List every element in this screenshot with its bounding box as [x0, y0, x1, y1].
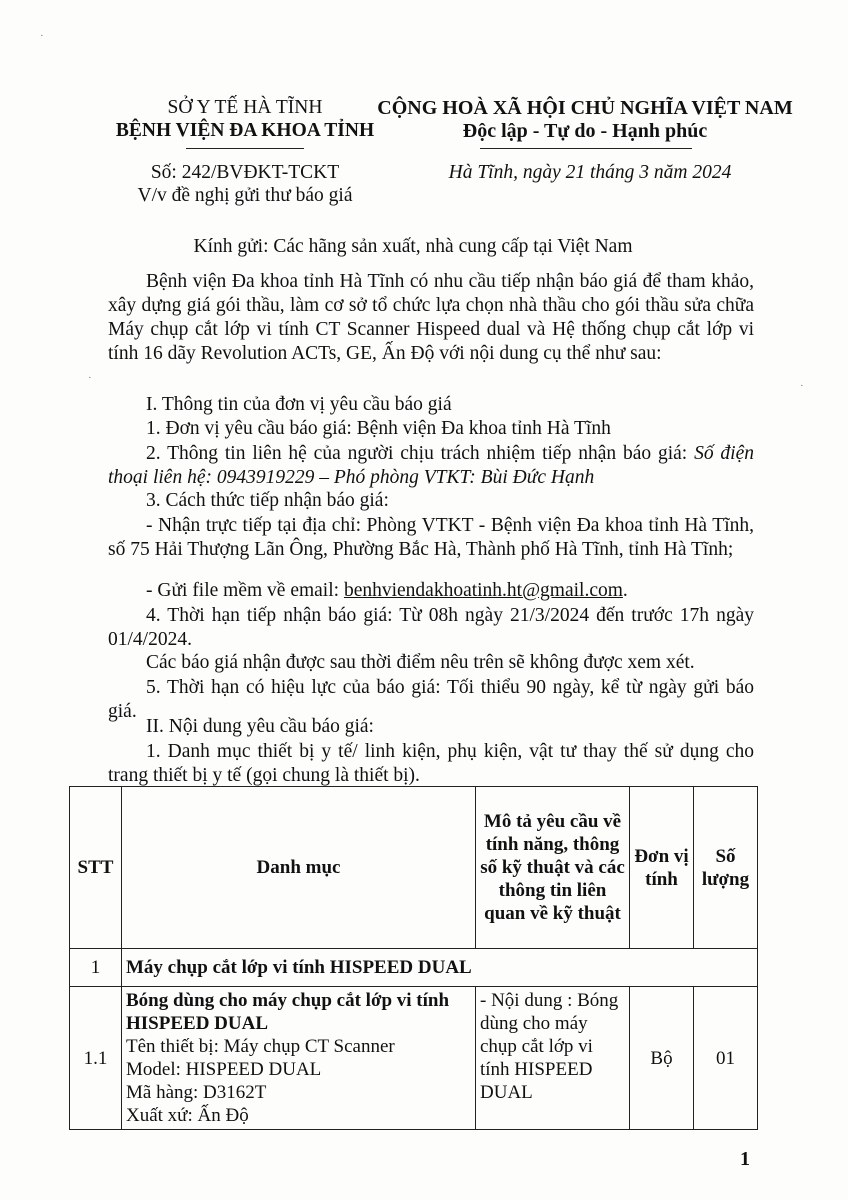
- section-1-item-3b: [146, 580, 628, 602]
- row-quantity: 01: [694, 987, 758, 1130]
- row-item-origin: Xuất xứ: Ấn Độ: [126, 1105, 249, 1126]
- place-date: Hà Tĩnh, ngày 21 tháng 3 năm 2024: [448, 162, 732, 183]
- item-2-label: 2. Thông tin liên hệ của người chịu trách nhiệm tiếp nhận báo giá:: [146, 443, 695, 464]
- group-title: Máy chụp cắt lớp vi tính HISPEED DUAL: [122, 949, 758, 987]
- section-1-title: I. Thông tin của đơn vị yêu cầu báo giá: [146, 394, 452, 415]
- section-1-item-2: [108, 442, 754, 490]
- motto-underline: [480, 148, 692, 149]
- group-stt: 1: [70, 949, 122, 987]
- section-2-item-1: 1. Danh mục thiết bị y tế/ linh kiện, phụ kiện, vật tư thay thế sử dụng cho trang thiết bị y tế (gọi chung là thiết bị).: [108, 741, 754, 786]
- row-item-code: Mã hàng: D3162T: [126, 1082, 267, 1103]
- section-1-item-3: 3. Cách thức tiếp nhận báo giá:: [146, 490, 389, 511]
- agency-line-1: SỞ Y TẾ HÀ TĨNH: [167, 97, 323, 118]
- row-item: [122, 987, 476, 1130]
- email-link[interactable]: benhviendakhoatinh.ht@gmail.com: [343, 580, 623, 601]
- table-group-row: [70, 949, 758, 987]
- email-suffix: .: [622, 580, 628, 601]
- intro-paragraph: Bệnh viện Đa khoa tỉnh Hà Tĩnh có nhu cầu tiếp nhận báo giá để tham khảo, xây dựng giá gói thầu, làm cơ sở tổ chức lựa chọn nhà thầu cho gói thầu sửa chữa Máy chụp cắt lớp vi tính CT Scanner Hispeed dual và Hệ thống chụp cắt lớp vi tính 16 dãy Revolution ACTs, GE, Ấn Độ với nội dung cụ thể như sau:: [108, 271, 754, 364]
- row-unit: Bộ: [630, 987, 694, 1130]
- row-item-device: Tên thiết bị: Máy chụp CT Scanner: [126, 1036, 395, 1057]
- agency-line-2: BỆNH VIỆN ĐA KHOA TỈNH: [115, 120, 375, 141]
- header-item: Danh mục: [122, 787, 476, 949]
- section-1-item-3a: - Nhận trực tiếp tại địa chỉ: Phòng VTKT - Bệnh viện Đa khoa tỉnh Hà Tĩnh, số 75 Hải Thượng Lãn Ông, Phường Bắc Hà, Thành phố Hà Tĩnh, tỉnh Hà Tĩnh;: [108, 515, 754, 560]
- scan-speck: ·: [88, 372, 92, 384]
- header-stt: STT: [70, 787, 122, 949]
- section-1-item-5: 5. Thời hạn có hiệu lực của báo giá: Tối thiểu 90 ngày, kể từ ngày gửi báo giá.: [108, 677, 754, 722]
- row-item-model: Model: HISPEED DUAL: [126, 1059, 322, 1080]
- document-subject: V/v đề nghị gửi thư báo giá: [137, 185, 353, 206]
- table-row: [70, 987, 758, 1130]
- equipment-table: [69, 786, 758, 1130]
- row-description: - Nội dung : Bóng dùng cho máy chụp cắt lớp vi tính HISPEED DUAL: [476, 987, 630, 1130]
- nation-line-1: CỘNG HOÀ XÃ HỘI CHỦ NGHĨA VIỆT NAM: [377, 97, 793, 119]
- header-quantity: Số lượng: [694, 787, 758, 949]
- recipient: Kính gửi: Các hãng sản xuất, nhà cung cấp tại Việt Nam: [193, 236, 633, 257]
- row-item-name: Bóng dùng cho máy chụp cắt lớp vi tính HISPEED DUAL: [126, 990, 450, 1034]
- header-unit: Đơn vị tính: [630, 787, 694, 949]
- page-number: 1: [740, 1148, 750, 1170]
- section-1-item-4: 4. Thời hạn tiếp nhận báo giá: Từ 08h ngày 21/3/2024 đến trước 17h ngày 01/4/2024.: [108, 605, 754, 650]
- table-header-row: [70, 787, 758, 949]
- row-stt: 1.1: [70, 987, 122, 1130]
- section-1-item-4-note: Các báo giá nhận được sau thời điểm nêu trên sẽ không được xem xét.: [146, 652, 695, 673]
- agency-underline: [186, 148, 304, 149]
- nation-line-2: Độc lập - Tự do - Hạnh phúc: [462, 120, 708, 142]
- section-1-item-1: 1. Đơn vị yêu cầu báo giá: Bệnh viện Đa khoa tỉnh Hà Tĩnh: [146, 418, 611, 439]
- scan-speck: ·: [40, 30, 44, 42]
- scan-speck: ·: [800, 380, 804, 392]
- email-label: - Gửi file mềm về email:: [146, 580, 344, 601]
- section-2-title: II. Nội dung yêu cầu báo giá:: [146, 716, 374, 737]
- document-number: Số: 242/BVĐKT-TCKT: [150, 162, 340, 183]
- header-description: Mô tả yêu cầu về tính năng, thông số kỹ thuật và các thông tin liên quan về kỹ thuật: [476, 787, 630, 949]
- item-2-contact: Số điện thoại liên hệ: 0943919229 – Phó phòng VTKT: Bùi Đức Hạnh: [108, 443, 754, 488]
